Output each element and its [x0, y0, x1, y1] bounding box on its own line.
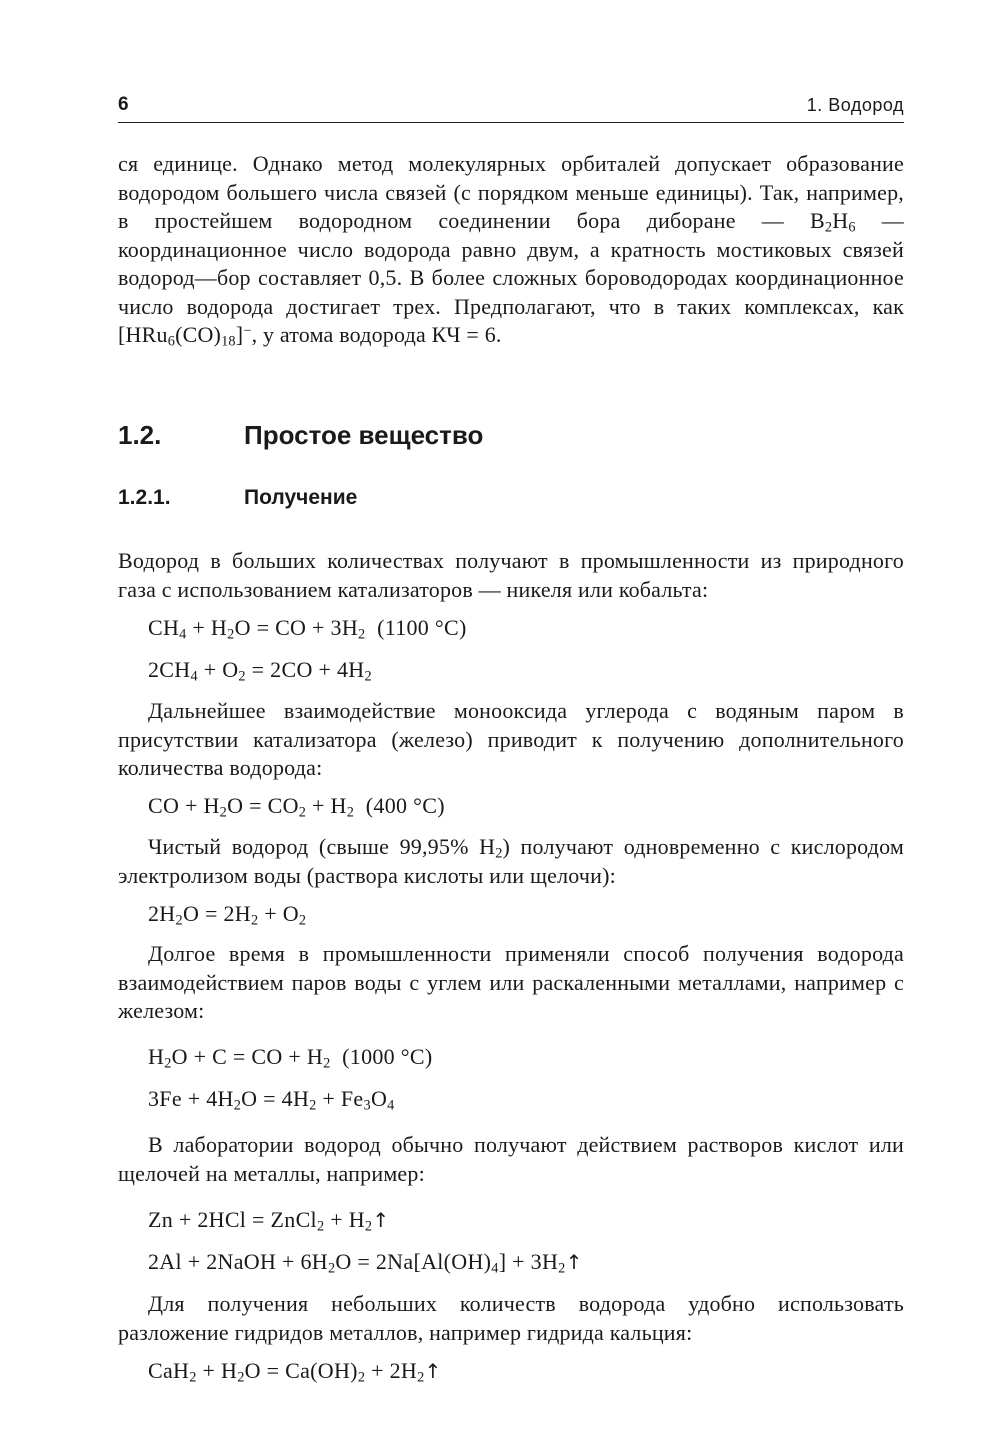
page-header: [118, 92, 904, 123]
formula-4: $2H_2O = 2H_2 + O_2$: [148, 901, 307, 929]
formula-6: $3Fe + 4H_2O = 4H_2 + Fe_3O_4$: [148, 1086, 395, 1114]
subsection-heading: [118, 486, 358, 510]
section-title: Простое вещество: [244, 420, 484, 450]
formula-8: 2Al + 2NaOH + $6H_2O = 2Na[Al(OH)_4]$ + $3H_2↑$: [148, 1249, 583, 1277]
section-heading: [118, 420, 484, 451]
formula-9: $CaH_2 + H_2O = Ca(OH)_2$ + $2H_2↑$: [148, 1358, 442, 1386]
intro-paragraph: ся единице. Однако метод молекулярных орбиталей допускает образование водородом большего числа связей (с порядком меньше единицы). Так, например, в простейшем водородном соединении бора диборане — $B_2H_6$ — координационное число водорода равно двум, а кратность мостиковых связей водород—бор составляет 0,5. В более сложных бороводородах координационное число водорода достигает трех. Предполагают, что в таких комплексах, как $[HRu_6(CO)_{18}]^-$, у атома водорода КЧ = 6.: [118, 151, 905, 350]
formula-7: Zn + 2HCl = ZnCl$_2$ + $H_2↑$: [148, 1207, 390, 1235]
formula-1: $CH_4 + H_2O$ = CO + $3H_2$ (1100 °C): [148, 615, 467, 643]
formula-3: CO + $H_2O = CO_2 + H_2$ (400 °C): [148, 793, 445, 821]
paragraph-1: Водород в больших количествах получают в промышленности из природного газа с использованием катализаторов — никеля или кобальта:: [118, 548, 904, 602]
section-number: 1.2.: [118, 420, 162, 450]
paragraph-4: Долгое время в промышленности применяли способ получения водорода взаимодействием паров воды с углем или раскаленными металлами, например с железом:: [118, 941, 904, 1023]
paragraph-3: Чистый водород (свыше 99,95% $H_2$) получают одновременно с кислородом электролизом воды (раствора кислоты или щелочи):: [118, 834, 905, 888]
subsection-number: 1.2.1.: [118, 486, 171, 509]
formula-2: $2CH_4 + O_2 = 2CO + 4H_2$: [148, 657, 372, 685]
gas-arrow-icon: ↑: [372, 1208, 390, 1232]
running-title: 1. Водород: [806, 95, 904, 115]
paragraph-6: Для получения небольших количеств водорода удобно использовать разложение гидридов металлов, например гидрида кальция:: [118, 1291, 904, 1345]
page-number: 6: [118, 94, 129, 115]
paragraph-2: Дальнейшее взаимодействие монооксида углерода с водяным паром в присутствии катализатора (железо) приводит к получению дополнительного количества водорода:: [118, 698, 904, 780]
formula-5: $H_2O + C$ = CO + $H_2$ (1000 °C): [148, 1044, 433, 1072]
subsection-title: Получение: [244, 486, 358, 509]
gas-arrow-icon: ↑: [565, 1250, 583, 1274]
paragraph-5: В лаборатории водород обычно получают действием растворов кислот или щелочей на металлы, например:: [118, 1132, 904, 1186]
gas-arrow-icon: ↑: [424, 1359, 442, 1383]
